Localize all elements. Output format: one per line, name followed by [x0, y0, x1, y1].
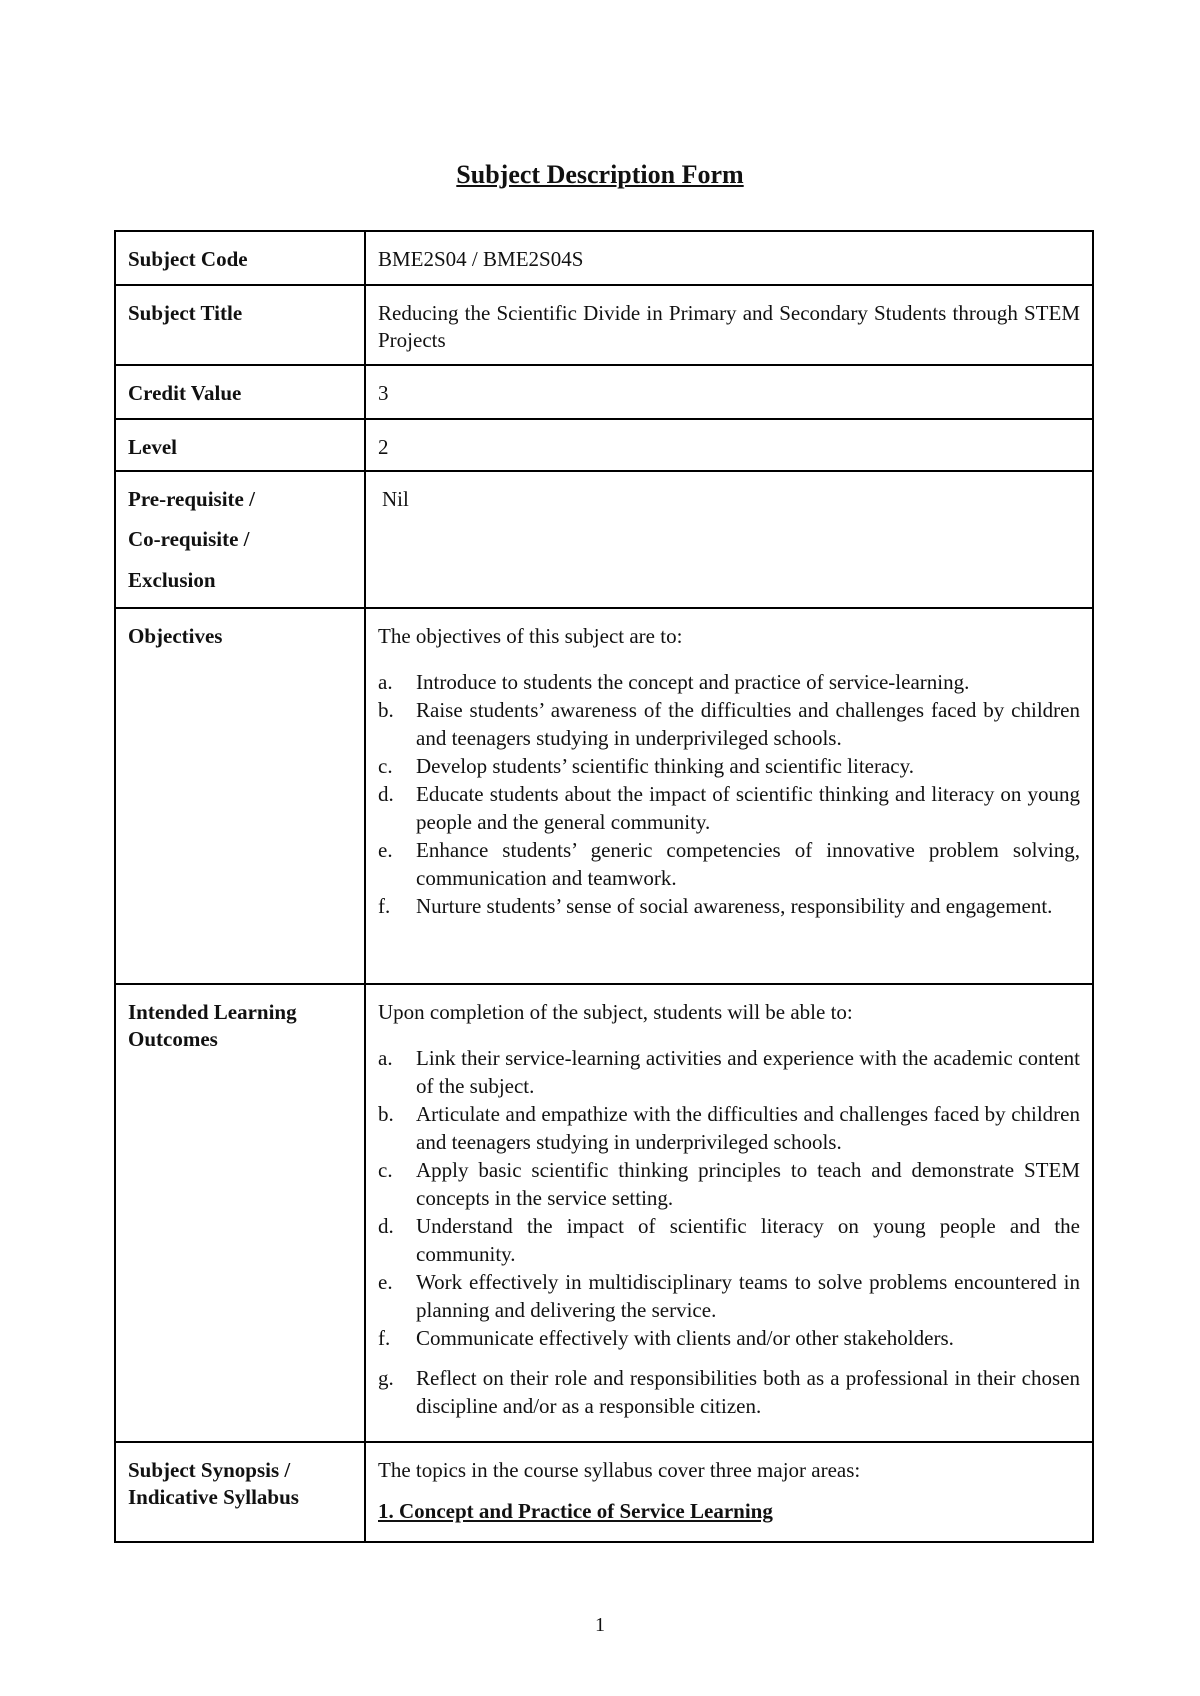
list-text: Apply basic scientific thinking principles to teach and demonstrate STEM concepts in the service setting.: [416, 1158, 1080, 1211]
page-number: 1: [595, 1614, 605, 1636]
row-subject-code: [115, 231, 1093, 285]
level-value: 2: [365, 419, 1093, 471]
list-marker: c.: [378, 1158, 393, 1183]
ilo-list: [378, 1044, 1080, 1420]
ilo-label: Intended Learning Outcomes: [115, 984, 365, 1442]
list-item: [378, 1212, 1080, 1268]
subject-code-label: Subject Code: [115, 231, 365, 285]
list-item: [378, 1156, 1080, 1212]
synopsis-label: Subject Synopsis / Indicative Syllabus: [115, 1442, 365, 1542]
row-subject-synopsis: [115, 1442, 1093, 1542]
row-subject-title: [115, 285, 1093, 365]
list-item: [378, 836, 1080, 892]
list-text: Reflect on their role and responsibilities both as a professional in their chosen discipline and/or as a responsible citizen.: [416, 1366, 1080, 1419]
objectives-label: Objectives: [115, 608, 365, 984]
syllabus-section-heading: 1. Concept and Practice of Service Learning: [378, 1499, 773, 1524]
subject-title-value: Reducing the Scientific Divide in Primary and Secondary Students through STEM Projects: [365, 285, 1093, 365]
list-text: Understand the impact of scientific literacy on young people and the community.: [416, 1214, 1080, 1267]
subject-form-table: [114, 230, 1094, 1543]
objectives-cell: [365, 608, 1093, 984]
list-item: [378, 696, 1080, 752]
row-intended-learning-outcomes: [115, 984, 1093, 1442]
list-marker: e.: [378, 838, 393, 863]
objectives-list: [378, 668, 1080, 920]
list-item: [378, 1364, 1080, 1420]
list-marker: g.: [378, 1366, 394, 1391]
level-label: Level: [115, 419, 365, 471]
exclusion-label-line: Exclusion: [128, 567, 216, 592]
subject-title-label: Subject Title: [115, 285, 365, 365]
objectives-intro: The objectives of this subject are to:: [378, 623, 683, 648]
synopsis-cell: [365, 1442, 1093, 1542]
list-marker: c.: [378, 754, 393, 779]
list-text: Work effectively in multidisciplinary teams to solve problems encountered in planning and delivering the service.: [416, 1270, 1080, 1323]
list-marker: d.: [378, 782, 394, 807]
prerequisite-label: [115, 471, 365, 608]
row-level: [115, 419, 1093, 471]
list-item: [378, 780, 1080, 836]
prerequisite-label-line: Pre-requisite /: [128, 487, 255, 511]
list-marker: d.: [378, 1214, 394, 1239]
list-text: Develop students’ scientific thinking and scientific literacy.: [416, 754, 915, 779]
list-marker: b.: [378, 1102, 394, 1127]
credit-value-label: Credit Value: [115, 365, 365, 419]
corequisite-label-line: Co-requisite /: [128, 527, 250, 552]
list-marker: a.: [378, 1046, 393, 1071]
list-marker: f.: [378, 894, 391, 919]
list-item: [378, 892, 1080, 920]
list-item: [378, 1324, 1080, 1352]
list-text: Raise students’ awareness of the difficulties and challenges faced by children and teenagers studying in underprivileged schools.: [416, 698, 1080, 751]
credit-value-value: 3: [365, 365, 1093, 419]
subject-code-value: BME2S04 / BME2S04S: [365, 231, 1093, 285]
list-item: [378, 1268, 1080, 1324]
list-item: [378, 1100, 1080, 1156]
list-marker: e.: [378, 1270, 393, 1295]
list-item: [378, 752, 1080, 780]
list-text: Communicate effectively with clients and/or other stakeholders.: [416, 1326, 954, 1351]
list-marker: a.: [378, 670, 393, 695]
synopsis-intro: The topics in the course syllabus cover three major areas:: [378, 1457, 861, 1482]
list-text: Enhance students’ generic competencies of innovative problem solving, communication and teamwork.: [416, 838, 1080, 891]
list-text: Articulate and empathize with the difficulties and challenges faced by children and teenagers studying in underprivileged schools.: [416, 1102, 1080, 1155]
ilo-intro: Upon completion of the subject, students will be able to:: [378, 999, 853, 1024]
list-marker: f.: [378, 1326, 391, 1351]
list-text: Link their service-learning activities and experience with the academic content of the subject.: [416, 1046, 1080, 1099]
row-credit-value: [115, 365, 1093, 419]
list-marker: b.: [378, 698, 394, 723]
prerequisite-value: Nil: [365, 471, 1093, 608]
list-text: Educate students about the impact of scientific thinking and literacy on young people and the general community.: [416, 782, 1080, 835]
list-item: [378, 668, 1080, 696]
ilo-cell: [365, 984, 1093, 1442]
list-item: [378, 1044, 1080, 1100]
list-text: Introduce to students the concept and practice of service-learning.: [416, 670, 970, 695]
list-text: Nurture students’ sense of social awareness, responsibility and engagement.: [416, 894, 1053, 919]
row-prerequisite: [115, 471, 1093, 608]
row-objectives: [115, 608, 1093, 984]
form-title: Subject Description Form: [456, 160, 744, 189]
